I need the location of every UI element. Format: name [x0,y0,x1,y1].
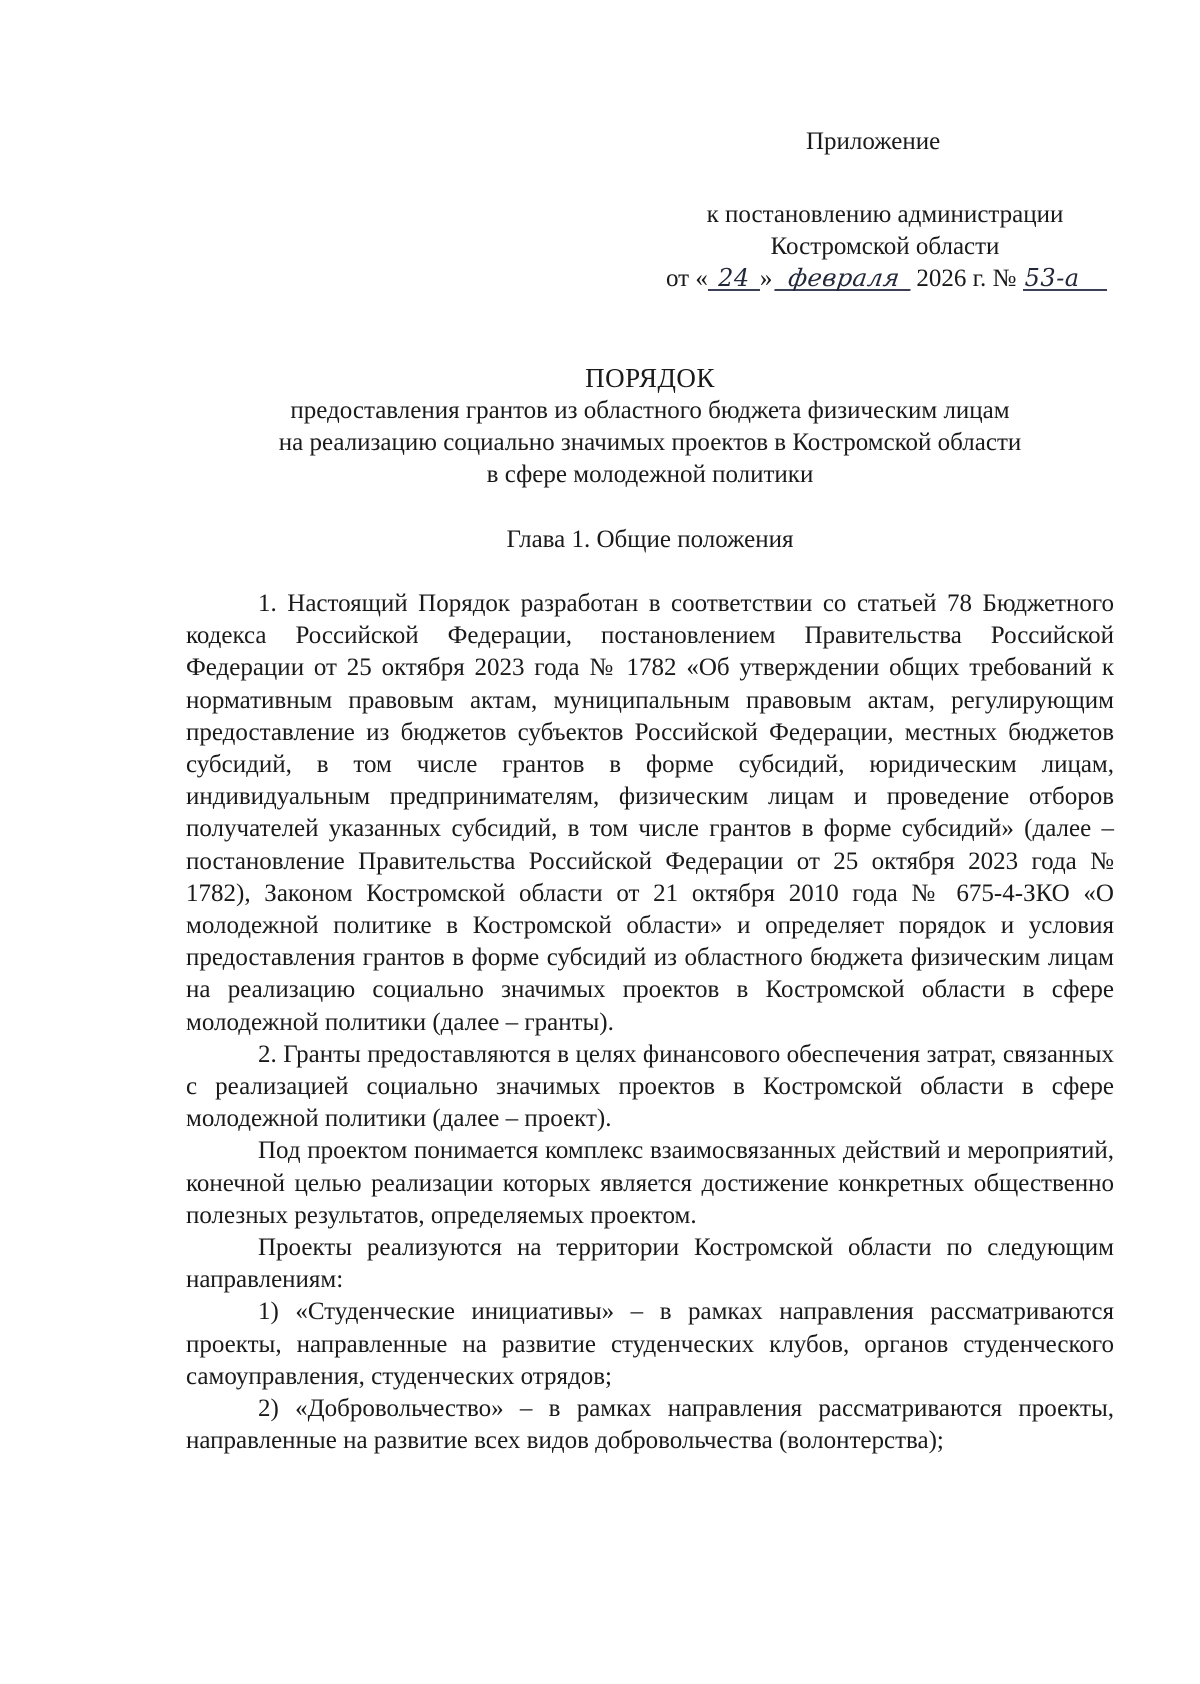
paragraph-directions-intro: Проекты реализуются на территории Костромской области по следующим направлениям: [186,1234,1114,1294]
document-title: ПОРЯДОК [585,363,715,393]
paragraph-1: 1. Настоящий Порядок разработан в соответствии со статьей 78 Бюджетного кодекса Российской Федерации, постановлением Правительства Российской Федерации от 25 октября 2023 года № 1782 «Об утверждении общих требований к нормативным правовым актам, муниципальным правовым актам, регулирующим предоставление из бюджетов субъектов Российской Федерации, местных бюджетов субсидий, в том числе грантов в форме субсидий, юридическим лицам, индивидуальным предпринимателям, физическим лицам и проведение отборов получателей указанных субсидий, в том числе грантов в форме субсидий» (далее – постановление Правительства Российской Федерации от 25 октября 2023 года № 1782), Законом Костромской области от 21 октября 2010 года № 675-4-ЗКО «О молодежной политике в Костромской области» и определяет порядок и условия предоставления грантов в форме субсидий из областного бюджета физическим лицам на реализацию социально значимых проектов в Костромской области в сфере молодежной политики (далее – гранты). [186,590,1114,1036]
appendix-label: Приложение [806,128,941,155]
resolution-date-line [666,263,1107,295]
date-close-quote: » [759,265,773,292]
date-prefix: от « [666,265,708,292]
list-item-student-initiatives: 1) «Студенческие инициативы» – в рамках направления рассматриваются проекты, направленные на развитие студенческих клубов, органов студенческого самоуправления, студенческих отрядов; [186,1298,1114,1390]
subtitle-line-3: в сфере молодежной политики [486,461,814,488]
reference-line-2: Костромской области [770,233,1000,260]
subtitle-line-1: предоставления грантов из областного бюджета физическим лицам [290,397,1010,424]
paragraph-project-definition: Под проектом понимается комплекс взаимосвязанных действий и мероприятий, конечной целью реализации которых является достижение конкретных общественно полезных результатов, определяемых проектом. [186,1137,1114,1229]
handwritten-month: февраля [775,267,914,291]
document-subtitle [150,395,1150,491]
list-item-volunteering: 2) «Добровольчество» – в рамках направления рассматриваются проекты, направленные на развитие всех видов добровольчества (волонтерства); [186,1395,1114,1455]
date-year-number-label: 2026 г. № [916,265,1017,292]
handwritten-document-number: 53-а [1023,267,1107,291]
handwritten-day: 24 [708,267,760,291]
reference-line-1: к постановлению администрации [706,201,1064,228]
paragraph-2: 2. Гранты предоставляются в целях финансового обеспечения затрат, связанных с реализацией социально значимых проектов в Костромской области в сфере молодежной политики (далее – проект). [186,1040,1114,1133]
subtitle-line-2: на реализацию социально значимых проектов в Костромской области [278,429,1022,456]
resolution-reference [660,199,1110,263]
document-body [186,588,1114,1457]
chapter-heading: Глава 1. Общие положения [506,526,794,553]
